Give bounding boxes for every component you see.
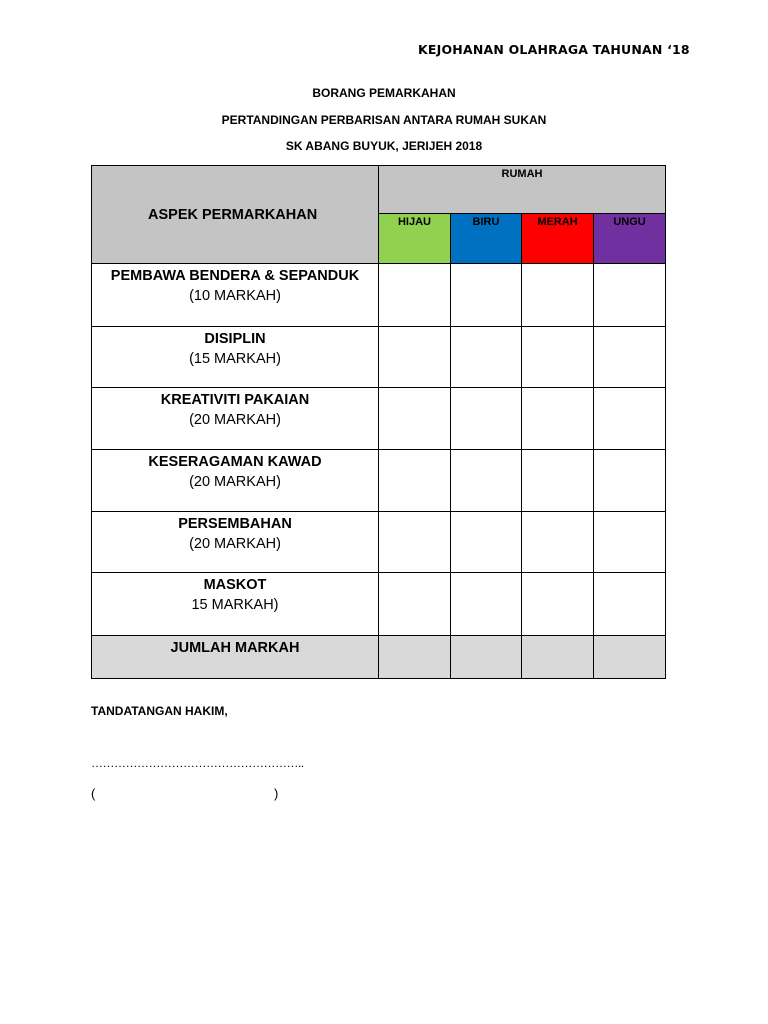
- house-hijau: HIJAU: [379, 214, 451, 264]
- table-row: [92, 512, 666, 573]
- score-cell-hijau[interactable]: [379, 388, 451, 450]
- score-cell-hijau[interactable]: [379, 264, 451, 327]
- event-title: KEJOHANAN OLAHRAGA TAHUNAN ‘18: [418, 42, 690, 57]
- criteria-marks: (20 MARKAH): [189, 474, 281, 490]
- score-cell-hijau[interactable]: [379, 327, 451, 388]
- criteria-name: KREATIVITI PAKAIAN: [160, 392, 310, 408]
- name-paren-close: ): [274, 786, 279, 801]
- score-cell-biru[interactable]: [451, 573, 522, 636]
- criteria-name: DISIPLIN: [204, 331, 266, 347]
- criteria-name: MASKOT: [203, 577, 267, 593]
- table-row: [92, 388, 666, 450]
- table-row: [92, 327, 666, 388]
- criteria-marks: (15 MARKAH): [189, 351, 281, 367]
- aspect-header: ASPEK PERMARKAHAN: [92, 166, 379, 264]
- table-row: [92, 264, 666, 327]
- form-title: BORANG PEMARKAHAN: [312, 86, 456, 100]
- school-title: SK ABANG BUYUK, JERIJEH 2018: [285, 139, 483, 153]
- score-cell-ungu[interactable]: [594, 512, 666, 573]
- criteria-cell: [92, 573, 379, 636]
- score-cell-hijau[interactable]: [379, 450, 451, 512]
- score-cell-hijau[interactable]: [379, 512, 451, 573]
- total-row: [92, 636, 666, 679]
- criteria-name: KESERAGAMAN KAWAD: [148, 454, 322, 470]
- score-cell-merah[interactable]: [522, 450, 594, 512]
- criteria-cell: [92, 450, 379, 512]
- house-ungu: UNGU: [594, 214, 666, 264]
- total-cell-ungu[interactable]: [594, 636, 666, 679]
- house-merah: MERAH: [522, 214, 594, 264]
- score-cell-biru[interactable]: [451, 327, 522, 388]
- score-cell-biru[interactable]: [451, 264, 522, 327]
- competition-title: PERTANDINGAN PERBARISAN ANTARA RUMAH SUKAN: [221, 113, 547, 127]
- signature-line: ………………………………………………..: [91, 756, 304, 770]
- score-cell-biru[interactable]: [451, 388, 522, 450]
- criteria-marks: (10 MARKAH): [189, 288, 281, 304]
- score-cell-biru[interactable]: [451, 450, 522, 512]
- score-cell-merah[interactable]: [522, 388, 594, 450]
- score-table: [91, 165, 666, 679]
- criteria-marks: (20 MARKAH): [189, 536, 281, 552]
- score-cell-merah[interactable]: [522, 327, 594, 388]
- table-row: [92, 573, 666, 636]
- criteria-cell: [92, 327, 379, 388]
- score-cell-ungu[interactable]: [594, 327, 666, 388]
- criteria-name: PEMBAWA BENDERA & SEPANDUK: [110, 268, 360, 284]
- total-cell-merah[interactable]: [522, 636, 594, 679]
- criteria-cell: [92, 264, 379, 327]
- table-row: [92, 450, 666, 512]
- judge-signature-label: TANDATANGAN HAKIM,: [91, 704, 228, 718]
- score-cell-ungu[interactable]: [594, 450, 666, 512]
- score-cell-merah[interactable]: [522, 512, 594, 573]
- name-paren-open: (: [91, 786, 96, 801]
- total-cell-biru[interactable]: [451, 636, 522, 679]
- score-cell-merah[interactable]: [522, 264, 594, 327]
- house-header: RUMAH: [379, 166, 666, 214]
- criteria-cell: [92, 388, 379, 450]
- house-biru: BIRU: [451, 214, 522, 264]
- score-cell-merah[interactable]: [522, 573, 594, 636]
- score-cell-ungu[interactable]: [594, 573, 666, 636]
- score-cell-ungu[interactable]: [594, 264, 666, 327]
- criteria-marks: (20 MARKAH): [189, 412, 281, 428]
- score-cell-ungu[interactable]: [594, 388, 666, 450]
- criteria-name: PERSEMBAHAN: [178, 516, 292, 532]
- total-cell-hijau[interactable]: [379, 636, 451, 679]
- criteria-marks: 15 MARKAH): [191, 597, 279, 613]
- criteria-cell: [92, 512, 379, 573]
- total-label: JUMLAH MARKAH: [92, 636, 379, 679]
- score-cell-biru[interactable]: [451, 512, 522, 573]
- score-cell-hijau[interactable]: [379, 573, 451, 636]
